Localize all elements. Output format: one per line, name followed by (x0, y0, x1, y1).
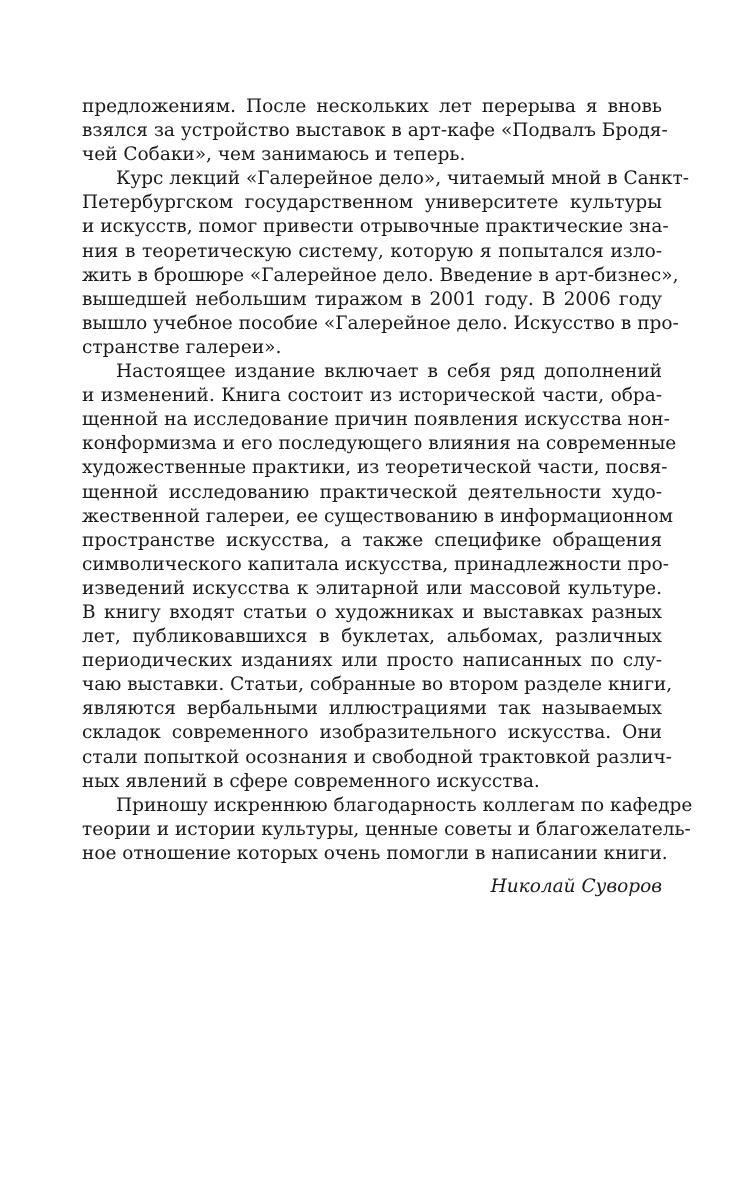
page-body (82, 95, 693, 899)
text-line: конформизма и его последующего влияния на современные (82, 433, 677, 455)
text-line: ния в теоретическую систему, которую я попытался изло- (82, 240, 662, 262)
text-line: художественные практики, из теоретической части, посвя- (82, 457, 668, 479)
text-line: Курс лекций «Галерейное дело», читаемый мной в Санкт- (116, 168, 690, 190)
author-signature: Николай Суворов (490, 876, 662, 897)
text-line: взялся за устройство выставок в арт-кафе «Подвалъ Бродя- (82, 120, 668, 142)
text-line: складок современного изобразительного искусства. Они (82, 722, 662, 744)
text-line: изведений искусства к элитарной или массовой культуре. (82, 577, 662, 599)
text-line: являются вербальными иллюстрациями так называемых (82, 698, 662, 720)
text-line: чей Собаки», чем занимаюсь и теперь. (82, 144, 466, 166)
text-line: щенной исследованию практической деятельности худо- (82, 481, 662, 503)
text-line: периодических изданиях или просто написанных по слу- (82, 650, 662, 672)
text-line: теории и истории культуры, ценные советы и благожелатель- (82, 818, 691, 840)
text-line: Петербургском государственном университете культуры (82, 192, 662, 214)
text-line: жественной галереи, ее существованию в информационном (82, 505, 674, 527)
text-line: В книгу входят статьи о художниках и выставках разных (82, 601, 662, 623)
text-line: Настоящее издание включает в себя ряд дополнений (116, 361, 662, 383)
text-line: предложениям. После нескольких лет перерыва я вновь (82, 96, 662, 117)
text-line: Приношу искреннюю благодарность коллегам по кафедре (116, 794, 693, 816)
text-line: чаю выставки. Статьи, собранные во втором разделе книги, (82, 674, 673, 696)
text-line: странстве галереи». (82, 336, 282, 358)
paragraph-3 (82, 360, 677, 794)
paragraph-1 (82, 95, 668, 167)
text-line: жить в брошюре «Галерейное дело. Введение в арт-бизнес», (82, 264, 679, 286)
text-line: пространстве искусства, а также специфике обращения (82, 529, 662, 551)
text-line: стали попыткой осознания и свободной трактовкой различ- (82, 746, 672, 768)
paragraph-4 (82, 794, 693, 866)
text-line: ных явлений в сфере современного искусства. (82, 770, 540, 792)
text-line: щенной на исследование причин появления искусства нон- (82, 409, 670, 431)
text-line: ное отношение которых очень помогли в написании книги. (82, 842, 668, 864)
paragraph-2 (82, 167, 690, 360)
text-line: и изменений. Книга состоит из исторической части, обра- (82, 385, 662, 407)
text-line: символического капитала искусства, принадлежности про- (82, 553, 669, 575)
text-line: вышедшей небольшим тиражом в 2001 году. В 2006 году (82, 288, 662, 310)
text-line: лет, публиковавшихся в буклетах, альбомах, различных (82, 626, 662, 648)
text-line: вышло учебное пособие «Галерейное дело. Искусство в про- (82, 312, 679, 334)
text-line: и искусств, помог привести отрывочные практические зна- (82, 216, 669, 238)
